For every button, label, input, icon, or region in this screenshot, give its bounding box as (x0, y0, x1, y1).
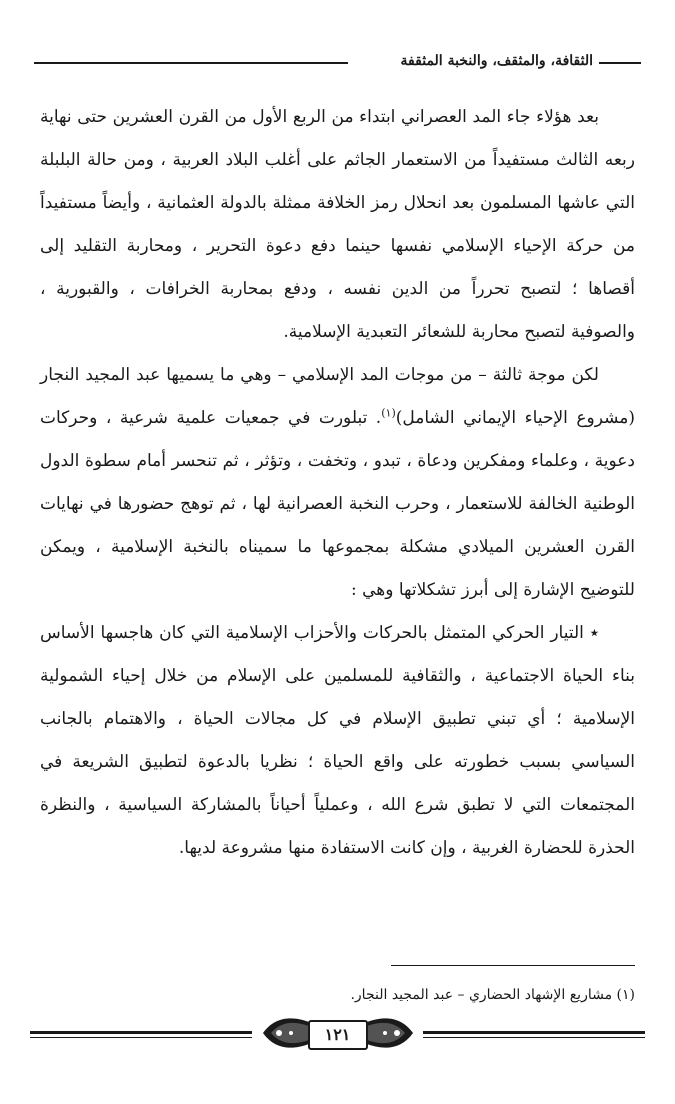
paragraph-text: . تبلورت في جمعيات علمية شرعية ، وحركات دعوية ، وعلماء ومفكرين ودعاة ، تبدو ، وتخفت ، وتؤثر ، ثم تنحسر أمام سطوة الدول الوطنية الخالفة للاستعمار ، وحرب النخبة العصرانية لها ، ثم توهج حضورها في نهايات القرن العشرين الميلادي مشكلة بمجموعها ما سميناه بالنخبة الإسلامية ، ويمكن للتوضيح الإشارة إلى أبرز تشكلاتها وهي : (40, 408, 635, 600)
header-rule-left (34, 62, 348, 64)
paragraph-text: لكن موجة ثالثة – من موجات المد الإسلامي – وهي ما يسميها عبد المجيد النجار (مشروع الإحياء الإيماني الشامل) (40, 365, 635, 428)
footnote-marker: (١) (381, 406, 396, 420)
paragraph: بعد هؤلاء جاء المد العصراني ابتداء من الربع الأول من القرن العشرين حتى نهاية ربعه الثالث مستفيداً من الاستعمار الجاثم على أغلب البلاد العربية ، ومن حالة البلبلة التي عاشها المسلمون بعد انحلال رمز الخلافة ممثلة بالدولة العثمانية ، وأيضاً مستفيداً من حركة الإحياء الإسلامي نفسها حينما دفع دعوة التحرير ، ومحاربة التقليد إلى أقصاها ؛ لتصبح تحرراً من الدين نفسه ، ودفع بمحاربة الخرافات ، والقبورية ، والصوفية لتصبح محاربة للشعائر التعبدية الإسلامية. (40, 107, 635, 342)
footnote: (١) مشاريع الإشهاد الحضاري – عبد المجيد النجار. (350, 987, 635, 1003)
footer-rule-left (30, 1031, 252, 1034)
page-number: ١٢١ (308, 1020, 368, 1050)
footer-rule-right (423, 1031, 645, 1034)
header-title: الثقافة، والمثقف، والنخبة المثقفة (400, 53, 593, 69)
footnote-separator (391, 965, 635, 966)
paragraph (40, 354, 635, 612)
footer-rule-right-thin (423, 1037, 645, 1038)
header-rule-right (599, 62, 641, 64)
page-footer (30, 1012, 645, 1054)
running-header (34, 50, 641, 72)
footer-rule-left-thin (30, 1037, 252, 1038)
body-text (40, 96, 635, 870)
paragraph: ٭ التيار الحركي المتمثل بالحركات والأحزاب الإسلامية التي كان هاجسها الأساس بناء الحياة الاجتماعية ، والثقافية للمسلمين على الإسلام من خلال إحياء الشمولية الإسلامية ؛ أي تبني تطبيق الإسلام في كل مجالات الحياة ، والاهتمام بالجانب السياسي بسبب خطورته على واقع الحياة ؛ نظريا بالدعوة لتطبيق الشريعة في المجتمعات التي لا تطبق شرع الله ، وعملياً أحياناً بالمشاركة السياسية ، والنظرة الحذرة للحضارة الغربية ، وإن كانت الاستفادة منها مشروعة لديها. (40, 623, 635, 858)
page-number-ornament (253, 1012, 423, 1054)
